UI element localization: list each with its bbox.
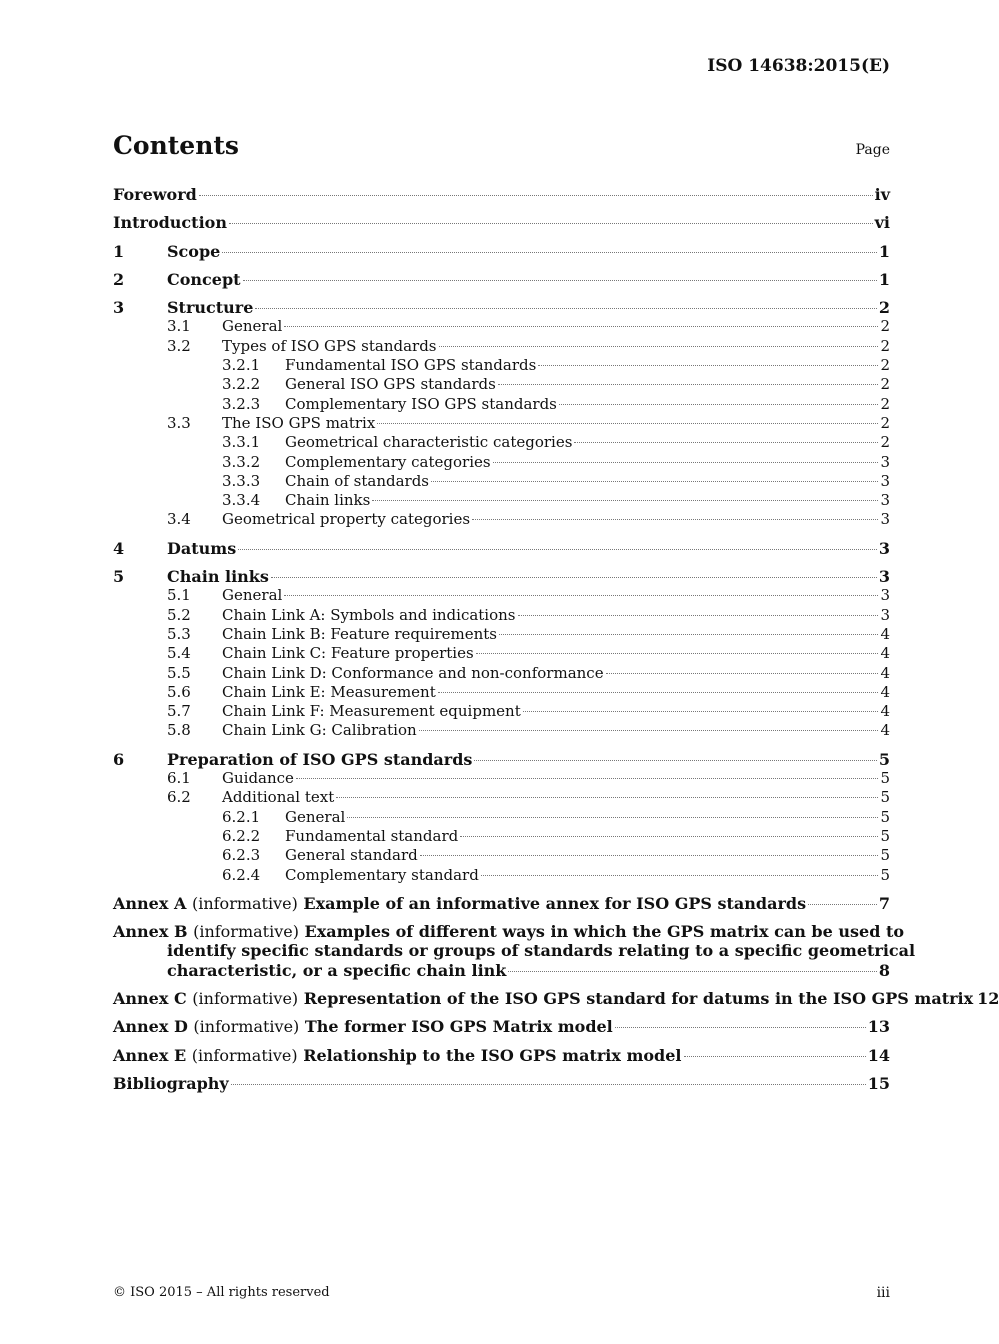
entry-title: Complementary categories xyxy=(285,452,491,471)
page-number: 4 xyxy=(880,644,890,663)
page-number: 3 xyxy=(878,567,890,587)
section-number: 3.2.3 xyxy=(222,394,261,413)
annex-label: Annex A xyxy=(113,893,187,913)
page-number: 3 xyxy=(880,491,890,510)
section-number: 3.2 xyxy=(167,336,191,355)
toc-entry[interactable] xyxy=(113,721,890,740)
toc-entry[interactable] xyxy=(113,395,890,414)
page-number: 2 xyxy=(880,394,890,413)
page-number: 7 xyxy=(878,893,890,913)
toc-entry[interactable] xyxy=(113,242,890,261)
section-number: 6.2.2 xyxy=(222,826,261,845)
page-number: 5 xyxy=(880,788,890,807)
entry-title: Complementary standard xyxy=(285,865,479,884)
entry-title: Datums xyxy=(167,538,237,558)
page-title: Contents xyxy=(113,131,240,160)
toc-entry[interactable] xyxy=(113,683,890,702)
section-number: 6.2.1 xyxy=(222,807,261,826)
dot-leader xyxy=(574,442,878,443)
dot-leader xyxy=(419,730,879,731)
page-number: 5 xyxy=(880,807,890,826)
toc-entry[interactable] xyxy=(113,750,890,769)
entry-title: Chain Link A: Symbols and indications xyxy=(222,605,516,624)
section-number: 3.3.1 xyxy=(222,433,261,452)
dot-leader xyxy=(296,778,879,779)
page-number: 2 xyxy=(880,433,890,452)
entry-title: General xyxy=(222,317,283,336)
section-number: 3.3 xyxy=(167,413,191,432)
page-number: 2 xyxy=(878,298,890,318)
dot-leader xyxy=(518,615,879,616)
section-number: 3.1 xyxy=(167,317,191,336)
toc-entry[interactable] xyxy=(113,298,890,317)
toc-entry[interactable] xyxy=(113,185,890,204)
section-number: 1 xyxy=(113,241,125,261)
dot-leader xyxy=(476,653,879,654)
page-number: 2 xyxy=(880,375,890,394)
section-number: 3.3.4 xyxy=(222,491,261,510)
annex-type: (informative) xyxy=(193,922,299,942)
section-number: 3.3.3 xyxy=(222,471,261,490)
dot-leader xyxy=(684,1056,866,1057)
dot-leader xyxy=(222,252,877,253)
section-number: 3.2.2 xyxy=(222,375,261,394)
dot-leader xyxy=(238,549,877,550)
dot-leader xyxy=(538,365,878,366)
toc-entry[interactable] xyxy=(113,337,890,356)
dot-leader xyxy=(284,326,878,327)
dot-leader xyxy=(559,404,879,405)
page-number: 15 xyxy=(867,1073,890,1093)
entry-title: Complementary ISO GPS standards xyxy=(285,394,557,413)
section-number: 5.1 xyxy=(167,586,191,605)
footer-page-number: iii xyxy=(876,1285,890,1301)
page-number: 1 xyxy=(878,241,890,261)
annex-title: Representation of the ISO GPS standard for datums in the ISO GPS matrix xyxy=(303,988,974,1008)
entry-title: Chain Link E: Measurement xyxy=(222,682,436,701)
dot-leader xyxy=(336,797,878,798)
dot-leader xyxy=(499,634,878,635)
entry-title: Chain Link C: Feature properties xyxy=(222,644,474,663)
page-column-label: Page xyxy=(855,142,890,158)
entry-title: General xyxy=(285,807,346,826)
toc-entry[interactable] xyxy=(113,356,890,375)
toc-entry[interactable] xyxy=(113,606,890,625)
toc-entry[interactable] xyxy=(113,375,890,394)
dot-leader xyxy=(498,384,879,385)
toc-entry[interactable] xyxy=(113,453,890,472)
section-number: 5.6 xyxy=(167,682,191,701)
section-number: 3 xyxy=(113,298,125,318)
page-number: 5 xyxy=(880,826,890,845)
page-number: 5 xyxy=(880,769,890,788)
dot-leader xyxy=(808,904,877,905)
page-number: 3 xyxy=(880,605,890,624)
toc-entry[interactable] xyxy=(113,769,890,788)
page-number: 5 xyxy=(880,846,890,865)
entry-title: Scope xyxy=(167,241,221,261)
page-number: 2 xyxy=(880,356,890,375)
section-number: 6.2.4 xyxy=(222,865,261,884)
section-number: 2 xyxy=(113,269,125,289)
toc-entry-annex-c[interactable] xyxy=(113,988,999,1008)
dot-leader xyxy=(377,423,878,424)
annex-title: Example of an informative annex for ISO GPS standards xyxy=(303,893,807,913)
toc-entry[interactable] xyxy=(113,644,890,663)
toc-entry-annex-e[interactable] xyxy=(113,1046,890,1065)
dot-leader xyxy=(606,673,879,674)
dot-leader xyxy=(347,817,878,818)
dot-leader xyxy=(523,711,879,712)
page-number: 4 xyxy=(880,721,890,740)
page-number: 5 xyxy=(878,749,890,769)
annex-label: Annex C xyxy=(113,988,187,1008)
dot-leader xyxy=(438,692,879,693)
page-number: 4 xyxy=(880,663,890,682)
section-number: 5.4 xyxy=(167,644,191,663)
toc-entry[interactable] xyxy=(113,567,890,586)
page-number: 3 xyxy=(880,471,890,490)
toc-entry-annex-a[interactable] xyxy=(113,894,890,913)
annex-label: Annex E xyxy=(113,1045,187,1065)
annex-title-line-1: Examples of different ways in which the GPS matrix can be used to xyxy=(304,922,905,942)
toc-entry[interactable] xyxy=(113,846,890,865)
toc-entry-bibliography[interactable] xyxy=(113,1074,890,1093)
annex-type: (informative) xyxy=(191,1045,298,1065)
page-number: 4 xyxy=(880,682,890,701)
page-number: 5 xyxy=(880,865,890,884)
entry-title: Preparation of ISO GPS standards xyxy=(167,749,473,769)
entry-title: Guidance xyxy=(222,769,294,788)
entry-title: Geometrical characteristic categories xyxy=(285,433,573,452)
entry-title: Chain Link D: Conformance and non-conformance xyxy=(222,663,604,682)
entry-title: Chain links xyxy=(167,567,269,587)
section-number: 5.5 xyxy=(167,663,191,682)
section-number: 3.3.2 xyxy=(222,452,261,471)
page-number: 3 xyxy=(880,452,890,471)
entry-title: General xyxy=(222,586,283,605)
annex-label: Annex D xyxy=(113,1017,188,1037)
page-number: 3 xyxy=(880,586,890,605)
toc-entry[interactable] xyxy=(113,270,890,289)
page-number: 3 xyxy=(878,538,890,558)
entry-title: Chain Link B: Feature requirements xyxy=(222,624,497,643)
entry-title: Fundamental standard xyxy=(285,826,459,845)
page-number: 4 xyxy=(880,702,890,721)
entry-title: Structure xyxy=(167,298,254,318)
entry-title: Introduction xyxy=(113,213,227,233)
page-number: 1 xyxy=(878,269,890,289)
toc-entry[interactable] xyxy=(113,664,890,683)
annex-title-line-3: characteristic, or a specific chain link xyxy=(167,960,507,980)
toc-entry-annex-d[interactable] xyxy=(113,1017,890,1036)
page-number: vi xyxy=(874,213,890,233)
toc-entry[interactable] xyxy=(113,472,890,491)
page-number: 14 xyxy=(867,1045,890,1065)
dot-leader xyxy=(199,195,873,196)
entry-title: Chain Link F: Measurement equipment xyxy=(222,702,521,721)
entry-title: Chain links xyxy=(285,491,371,510)
section-number: 3.2.1 xyxy=(222,356,261,375)
entry-title: Chain Link G: Calibration xyxy=(222,721,417,740)
page-number: iv xyxy=(874,185,890,204)
dot-leader xyxy=(229,223,873,224)
section-number: 5.3 xyxy=(167,624,191,643)
dot-leader xyxy=(243,280,877,281)
annex-title-line-2: identify specific standards or groups of standards relating to a specific geometrical xyxy=(167,941,916,961)
section-number: 3.4 xyxy=(167,510,191,529)
toc-entry[interactable] xyxy=(113,866,890,885)
dot-leader xyxy=(493,462,879,463)
annex-type: (informative) xyxy=(193,1017,300,1037)
entry-title: Concept xyxy=(167,269,241,289)
section-number: 6.2 xyxy=(167,788,191,807)
section-number: 5.2 xyxy=(167,605,191,624)
toc-entry[interactable] xyxy=(113,433,890,452)
annex-title: Relationship to the ISO GPS matrix model xyxy=(303,1045,682,1065)
annex-label: Annex B xyxy=(113,922,188,942)
toc-entry[interactable] xyxy=(113,702,890,721)
toc-entry[interactable] xyxy=(113,317,890,336)
entry-title: The ISO GPS matrix xyxy=(222,413,376,432)
annex-type: (informative) xyxy=(191,893,298,913)
entry-title: Bibliography xyxy=(113,1073,229,1093)
entry-title: Geometrical property categories xyxy=(222,510,471,529)
toc-entry[interactable] xyxy=(113,625,890,644)
toc-entry[interactable] xyxy=(113,510,890,529)
section-number: 5.8 xyxy=(167,721,191,740)
page-number: 12 xyxy=(977,988,999,1008)
toc-entry[interactable] xyxy=(113,586,890,605)
section-number: 4 xyxy=(113,538,125,558)
section-number: 6.1 xyxy=(167,769,191,788)
page-number: 8 xyxy=(878,960,890,980)
section-number: 5 xyxy=(113,567,125,587)
dot-leader xyxy=(231,1084,866,1085)
entry-title: General standard xyxy=(285,846,418,865)
section-number: 5.7 xyxy=(167,702,191,721)
toc-entry[interactable] xyxy=(113,491,890,510)
entry-title: Chain of standards xyxy=(285,471,430,490)
page-number: 2 xyxy=(880,413,890,432)
entry-title: Additional text xyxy=(222,788,335,807)
entry-title: Fundamental ISO GPS standards xyxy=(285,356,537,375)
page-number: 3 xyxy=(880,510,890,529)
page-number: 2 xyxy=(880,317,890,336)
page-number: 13 xyxy=(867,1017,890,1037)
annex-title: The former ISO GPS Matrix model xyxy=(304,1017,613,1037)
toc-entry-annex-b[interactable] xyxy=(113,922,916,980)
toc-entry[interactable] xyxy=(113,808,890,827)
dot-leader xyxy=(508,971,876,972)
dot-leader xyxy=(372,500,878,501)
toc-entry[interactable] xyxy=(113,827,890,846)
dot-leader xyxy=(615,1027,866,1028)
dot-leader xyxy=(472,519,878,520)
section-number: 6 xyxy=(113,749,125,769)
document-id: ISO 14638:2015(E) xyxy=(707,56,890,76)
entry-title: Foreword xyxy=(113,185,197,204)
entry-title: General ISO GPS standards xyxy=(285,375,496,394)
annex-type: (informative) xyxy=(192,988,299,1008)
dot-leader xyxy=(431,481,878,482)
dot-leader xyxy=(255,308,876,309)
toc-entry[interactable] xyxy=(113,414,890,433)
dot-leader xyxy=(481,875,879,876)
dot-leader xyxy=(439,346,879,347)
dot-leader xyxy=(271,577,877,578)
dot-leader xyxy=(474,760,876,761)
entry-title: Types of ISO GPS standards xyxy=(222,336,437,355)
toc-entry[interactable] xyxy=(113,539,890,558)
dot-leader xyxy=(420,855,879,856)
section-number: 6.2.3 xyxy=(222,846,261,865)
toc-entry[interactable] xyxy=(113,788,890,807)
dot-leader xyxy=(460,836,878,837)
copyright-notice: © ISO 2015 – All rights reserved xyxy=(113,1285,330,1300)
table-of-contents xyxy=(113,185,999,1093)
toc-entry[interactable] xyxy=(113,213,890,232)
page-number: 4 xyxy=(880,624,890,643)
dot-leader xyxy=(284,595,878,596)
page-number: 2 xyxy=(880,336,890,355)
